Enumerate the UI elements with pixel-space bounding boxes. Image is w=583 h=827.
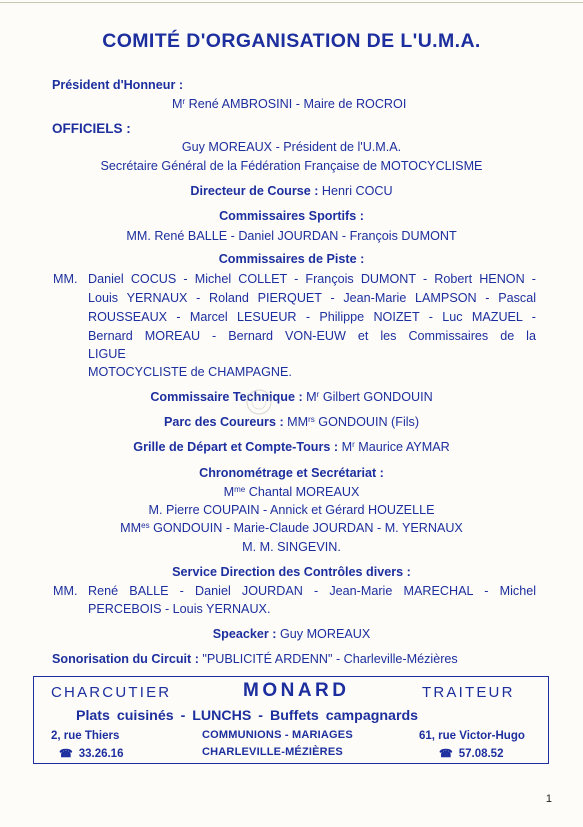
page-title: COMITÉ D'ORGANISATION DE L'U.M.A. — [102, 30, 481, 52]
commissaires-piste-line-4: Bernard MOREAU - Bernard VON-EUW et les Commissaires de la — [88, 329, 536, 343]
telephone-icon: ☎ — [439, 748, 453, 760]
commissaires-piste-line-5: LIGUE — [88, 347, 126, 361]
chronometrage-label: Chronométrage et Secrétariat : — [199, 466, 384, 480]
ad-right-phone: ☎ 57.08.52 — [439, 748, 504, 760]
ad-center-line-2: CHARLEVILLE-MÉZIÈRES — [202, 746, 343, 758]
ad-brand-monard: MONARD — [243, 680, 350, 701]
commissaires-piste-line-6: MOTOCYCLISTE de CHAMPAGNE. — [88, 365, 292, 379]
commissaire-technique-line: Commissaire Technique : $M^r$ Gilbert GONDOUIN — [150, 390, 433, 404]
monard-advertisement — [33, 676, 549, 764]
service-direction-mm: MM. — [53, 584, 78, 598]
ad-left-phone: ☎ 33.26.16 — [59, 748, 124, 760]
commissaires-piste-line-2: Louis YERNAUX - Roland PIERQUET - Jean-Marie LAMPSON - Pascal — [88, 291, 536, 305]
commissaires-sportifs-label: Commissaires Sportifs : — [219, 209, 364, 223]
officiels-line-1: Guy MOREAUX - Président de l'U.M.A. — [181, 140, 402, 154]
commissaires-sportifs-names: MM. René BALLE - Daniel JOURDAN - François DUMONT — [126, 229, 457, 243]
telephone-icon: ☎ — [59, 748, 73, 760]
officiels-label: OFFICIELS : — [52, 121, 131, 136]
chronometrage-line-1: $M^{me}$ Chantal MOREAUX — [223, 485, 360, 499]
ad-right-address: 61, rue Victor-Hugo — [419, 730, 525, 742]
speacker-line: Speacker : Guy MOREAUX — [212, 627, 371, 641]
page-number: 1 — [545, 793, 552, 805]
grille-depart-line: Grille de Départ et Compte-Tours : $M^r$ Maurice AYMAR — [133, 440, 450, 454]
ad-charcutier: CHARCUTIER — [51, 684, 172, 701]
commissaires-piste-line-3: ROUSSEAUX - Marcel LESUEUR - Philippe NOIZET - Luc MAZUEL - — [88, 310, 536, 324]
directeur-line: Directeur de Course : Henri COCU — [190, 184, 393, 198]
parc-coureurs-line: Parc des Coureurs : $MM^{rs}$ GONDOUIN (Fils) — [163, 415, 420, 429]
commissaires-piste-line-1: Daniel COCUS - Michel COLLET - François DUMONT - Robert HENON - — [88, 272, 536, 286]
service-direction-line-1: René BALLE - Daniel JOURDAN - Jean-Marie MARECHAL - Michel — [88, 584, 536, 598]
service-direction-label: Service Direction des Contrôles divers : — [172, 565, 411, 579]
top-edge-rule — [0, 2, 583, 3]
officiels-line-2: Secrétaire Général de la Fédération Française de MOTOCYCLISME — [100, 159, 483, 173]
president-value: $M^r$ René AMBROSINI - Maire de ROCROI — [172, 97, 407, 111]
chronometrage-line-2: M. Pierre COUPAIN - Annick et Gérard HOUZELLE — [148, 503, 435, 517]
ad-center-line-1: COMMUNIONS - MARIAGES — [202, 729, 353, 741]
ad-left-address: 2, rue Thiers — [51, 730, 120, 742]
president-label: Président d'Honneur : — [52, 78, 184, 92]
chronometrage-line-4: M. M. SINGEVIN. — [242, 540, 341, 554]
chronometrage-line-3: $MM^{es}$ GONDOUIN - Marie-Claude JOURDAN - M. YERNAUX — [120, 521, 463, 535]
service-direction-line-2: PERCEBOIS - Louis YERNAUX. — [88, 602, 271, 616]
ad-tagline: Plats cuisinés - LUNCHS - Buffets campagnards — [76, 708, 419, 724]
ad-traiteur: TRAITEUR — [422, 684, 515, 701]
commissaires-piste-mm: MM. — [53, 272, 78, 286]
sonorisation-line: Sonorisation du Circuit : "PUBLICITÉ ARDENN" - Charleville-Mézières — [52, 652, 458, 666]
archive-stamp-watermark — [236, 387, 282, 417]
commissaires-piste-label: Commissaires de Piste : — [218, 252, 365, 266]
